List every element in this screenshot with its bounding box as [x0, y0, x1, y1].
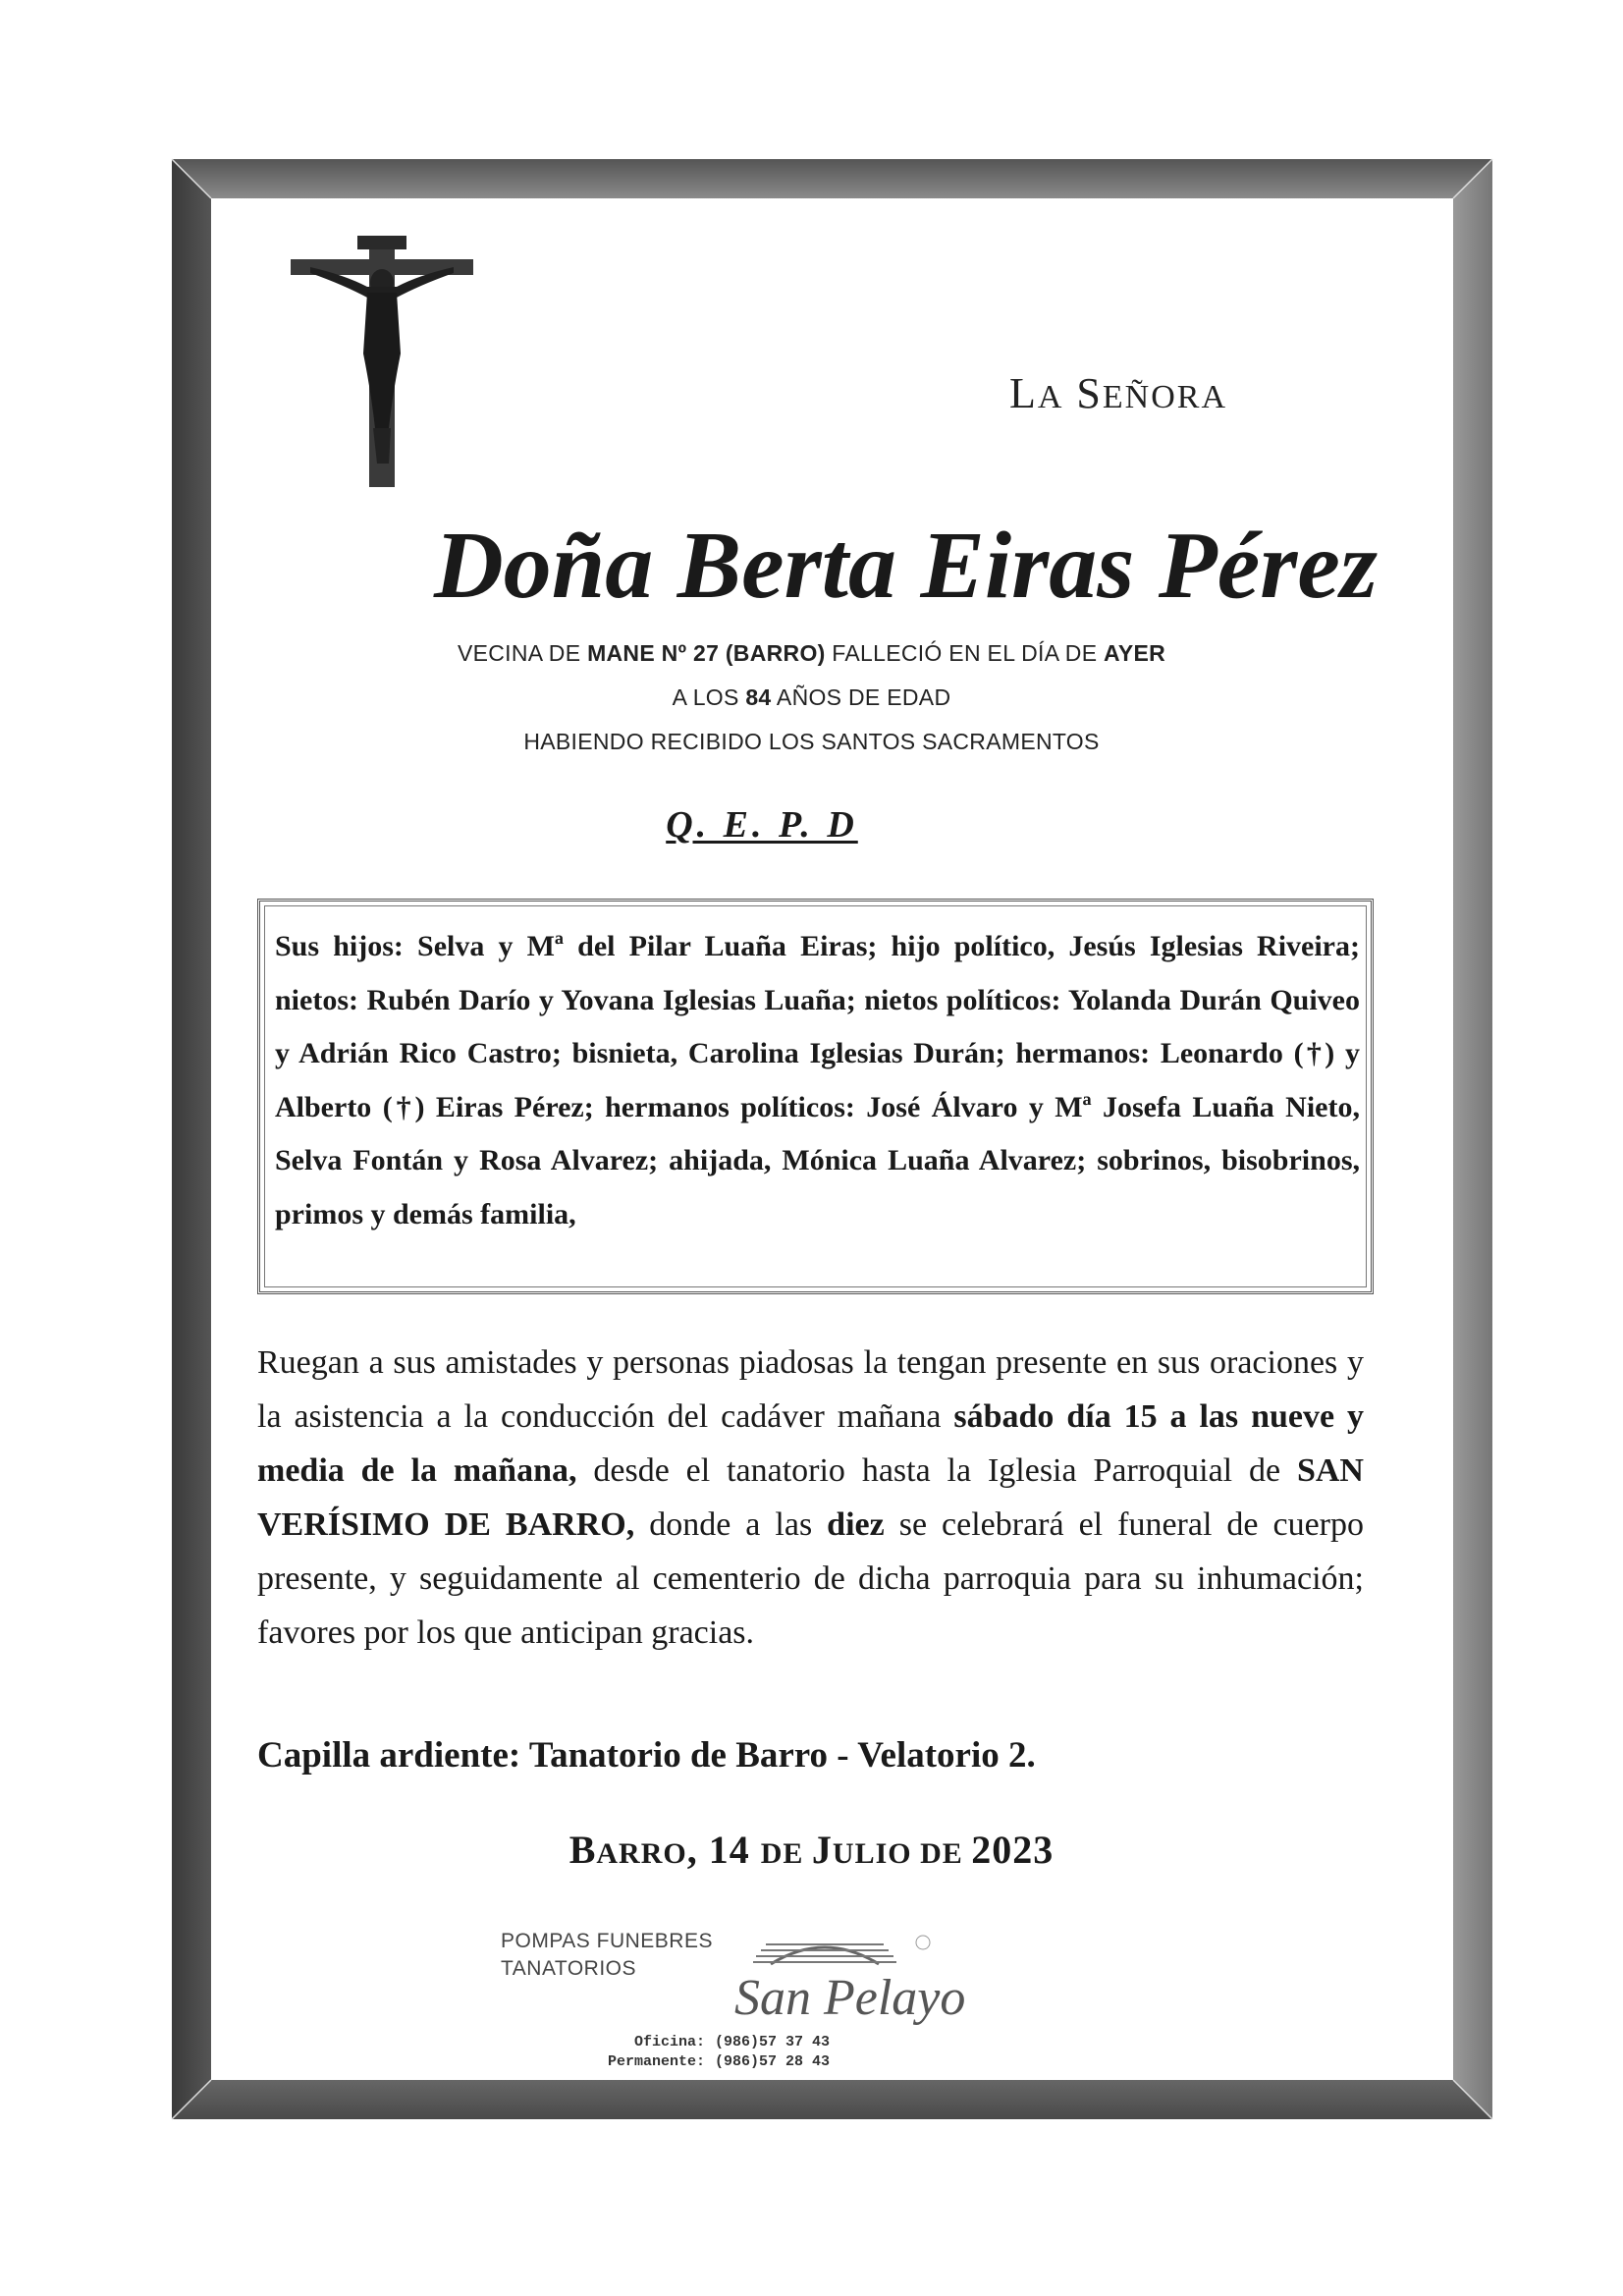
funeral-home-line2: TANATORIOS: [501, 1957, 637, 1980]
service-paragraph: Ruegan a sus amistades y personas piadosas la tengan presente en sus oraciones y la asistencia a la conducción del cadáver mañana sábado día 15 a las nueve y media de la mañana, desde el tanatorio hasta la Iglesia Parroquial de SAN VERÍSIMO DE BARRO, donde a las diez se celebrará el funeral de cuerpo presente, y seguidamente al cementerio de dicha parroquia para su inhumación; favores por los que anticipan gracias.: [257, 1344, 1364, 1651]
qepd-mark: Q. E. P. D: [666, 804, 858, 846]
funeral-home-label: [501, 1928, 713, 1983]
chapel-line: Capilla ardiente: Tanatorio de Barro - Velatorio 2.: [257, 1735, 1036, 1776]
crucifix-icon: [291, 236, 473, 487]
family-list: Sus hijos: Selva y Mª del Pilar Luaña Eiras; hijo político, Jesús Iglesias Riveira; nietos: Rubén Darío y Yovana Iglesias Luaña; nietos políticos: Yolanda Durán Quiveo y Adrián Rico Castro; bisnieta, Carolina Iglesias Durán; hermanos: Leonardo (†) y Alberto (†) Eiras Pérez; hermanos políticos: José Álvaro y Mª Josefa Luaña Nieto, Selva Fontán y Rosa Alvarez; ahijada, Mónica Luaña Alvarez; sobrinos, bisobrinos, primos y demás familia,: [275, 930, 1360, 1230]
permanent-phone-label: Permanente:: [607, 2053, 705, 2070]
permanent-phone: (986)57 28 43: [715, 2053, 831, 2070]
info-line-age: A LOS 84 AÑOS DE EDAD: [672, 684, 951, 710]
phone-numbers: [568, 2033, 830, 2072]
funeral-home-line1: POMPAS FUNEBRES: [501, 1930, 713, 1952]
info-line-residence: VECINA DE MANE Nº 27 (BARRO) FALLECIÓ EN EL DÍA DE AYER: [457, 640, 1166, 666]
page-title: LA SEÑORA: [1008, 369, 1227, 417]
funeral-home-logo-name: San Pelayo: [734, 1970, 966, 2026]
dateline: BARRO, 14 DE JULIO DE 2023: [568, 1828, 1055, 1872]
deceased-name: Doña Berta Eiras Pérez: [433, 513, 1378, 619]
office-phone-label: Oficina:: [633, 2034, 705, 2050]
info-line-sacraments: HABIENDO RECIBIDO LOS SANTOS SACRAMENTOS: [523, 729, 1100, 754]
office-phone: (986)57 37 43: [715, 2034, 831, 2050]
